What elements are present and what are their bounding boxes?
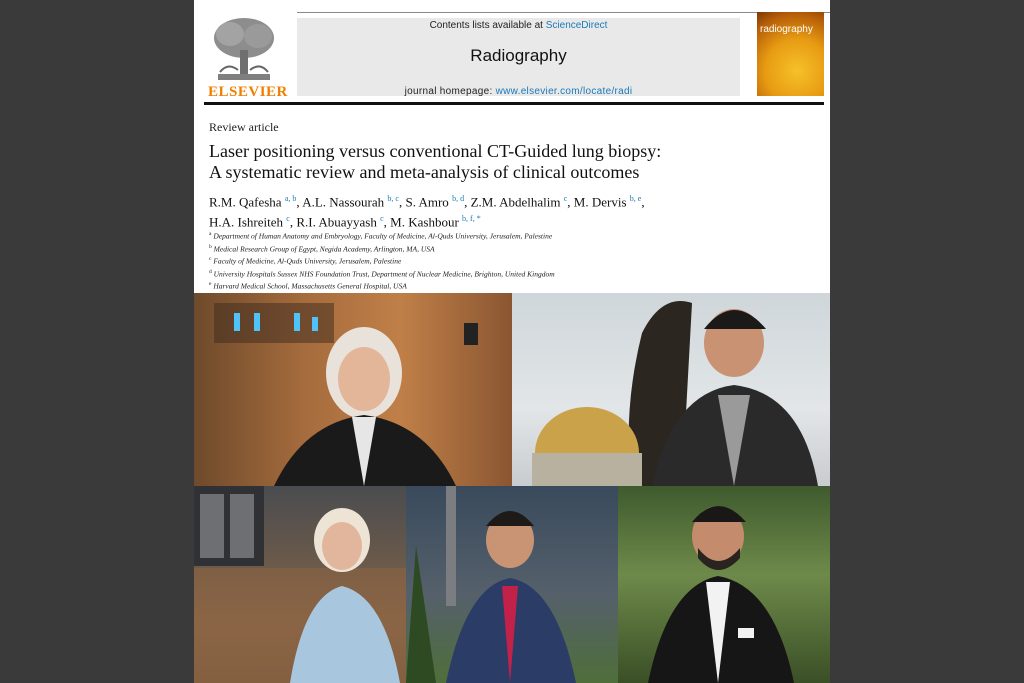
- author-photo-3: [194, 486, 406, 683]
- author-affiliation-keys: b, c: [387, 194, 399, 203]
- author-affiliation-keys: c: [380, 214, 384, 224]
- header-rule: [204, 102, 824, 105]
- affiliation-item: [209, 254, 819, 267]
- author[interactable]: M. Kashbour: [390, 214, 459, 230]
- author[interactable]: S. Amro: [405, 194, 449, 210]
- author-affiliation-keys: b, e: [629, 194, 642, 203]
- affiliation-text: Department of Human Anatomy and Embryology, Faculty of Medicine, Al-Quds University, Jerusalem, Palestine: [213, 231, 553, 241]
- author[interactable]: Z.M. Abdelhalim: [470, 194, 561, 210]
- journal-homepage-line: [297, 86, 740, 97]
- affiliation-key: b: [209, 243, 212, 250]
- affiliation-text: Medical Research Group of Egypt, Negida Academy, Arlington, MA, USA: [213, 244, 435, 253]
- author[interactable]: M. Dervis: [573, 194, 627, 210]
- affiliation-key: e: [209, 281, 212, 287]
- author-photo-1: [194, 293, 512, 486]
- author-list: R.M. Qafesha $^{a, b}$, A.L. Nassourah $^{b, c}$, S. Amro $^{b, d}$, Z.M. Abdelhalim $^c$, M. Dervis $^{b, e}$, H.A. Ishreiteh $^c$, R.I. Abuayyash $^c$, M. Kashbour $^{b, f, *}$: [209, 194, 645, 230]
- affiliation-item: [209, 279, 819, 292]
- article-title-line-1: Laser positioning versus conventional CT-Guided lung biopsy:: [209, 141, 662, 161]
- contents-line: [297, 20, 740, 31]
- author-photo-4: [406, 486, 618, 683]
- journal-cover-image: [757, 12, 824, 96]
- author-affiliation-keys: a, b: [284, 194, 297, 203]
- author[interactable]: R.M. Qafesha: [209, 194, 282, 210]
- elsevier-tree-logo-icon: [208, 14, 280, 84]
- sciencedirect-link[interactable]: ScienceDirect: [545, 20, 608, 31]
- journal-header-box: [297, 18, 740, 96]
- author[interactable]: R.I. Abuayyash: [296, 214, 377, 230]
- author-affiliation-keys: c: [563, 194, 568, 203]
- affiliation-text: Harvard Medical School, Massachusetts General Hospital, USA: [213, 281, 407, 291]
- article-title-line-2: A systematic review and meta-analysis of clinical outcomes: [209, 162, 640, 182]
- affiliation-key: a: [209, 231, 212, 237]
- journal-name: Radiography: [470, 46, 567, 65]
- homepage-link[interactable]: www.elsevier.com/locate/radi: [495, 86, 633, 97]
- affiliation-item: [209, 229, 819, 242]
- affiliation-text: Faculty of Medicine, Al-Quds University, Jerusalem, Palestine: [213, 256, 402, 266]
- author-photo-2: [512, 293, 830, 486]
- author-photo-5: [618, 486, 830, 683]
- header-top-rule: [297, 12, 830, 13]
- homepage-prefix: journal homepage:: [404, 86, 496, 97]
- author-affiliation-keys: c: [286, 214, 290, 224]
- contents-prefix: Contents lists available at: [429, 20, 546, 31]
- author[interactable]: A.L. Nassourah: [302, 194, 385, 210]
- affiliation-text: University Hospitals Sussex NHS Foundation Trust, Department of Nuclear Medicine, Brighton, United Kingdom: [213, 269, 555, 278]
- author-affiliation-keys: b, f, *: [462, 214, 481, 224]
- article-title: [209, 141, 809, 183]
- collage-frame: [194, 0, 830, 683]
- affiliation-key: d: [209, 268, 212, 275]
- affiliation-item: [209, 242, 819, 255]
- cover-title: radiography: [760, 24, 813, 35]
- author-affiliation-keys: b, d: [452, 194, 465, 203]
- elsevier-logo-text: ELSEVIER: [208, 84, 288, 100]
- affiliation-item: [209, 267, 819, 280]
- affiliation-key: c: [209, 256, 212, 262]
- article-type: Review article: [209, 120, 279, 134]
- author[interactable]: H.A. Ishreiteh: [209, 214, 284, 230]
